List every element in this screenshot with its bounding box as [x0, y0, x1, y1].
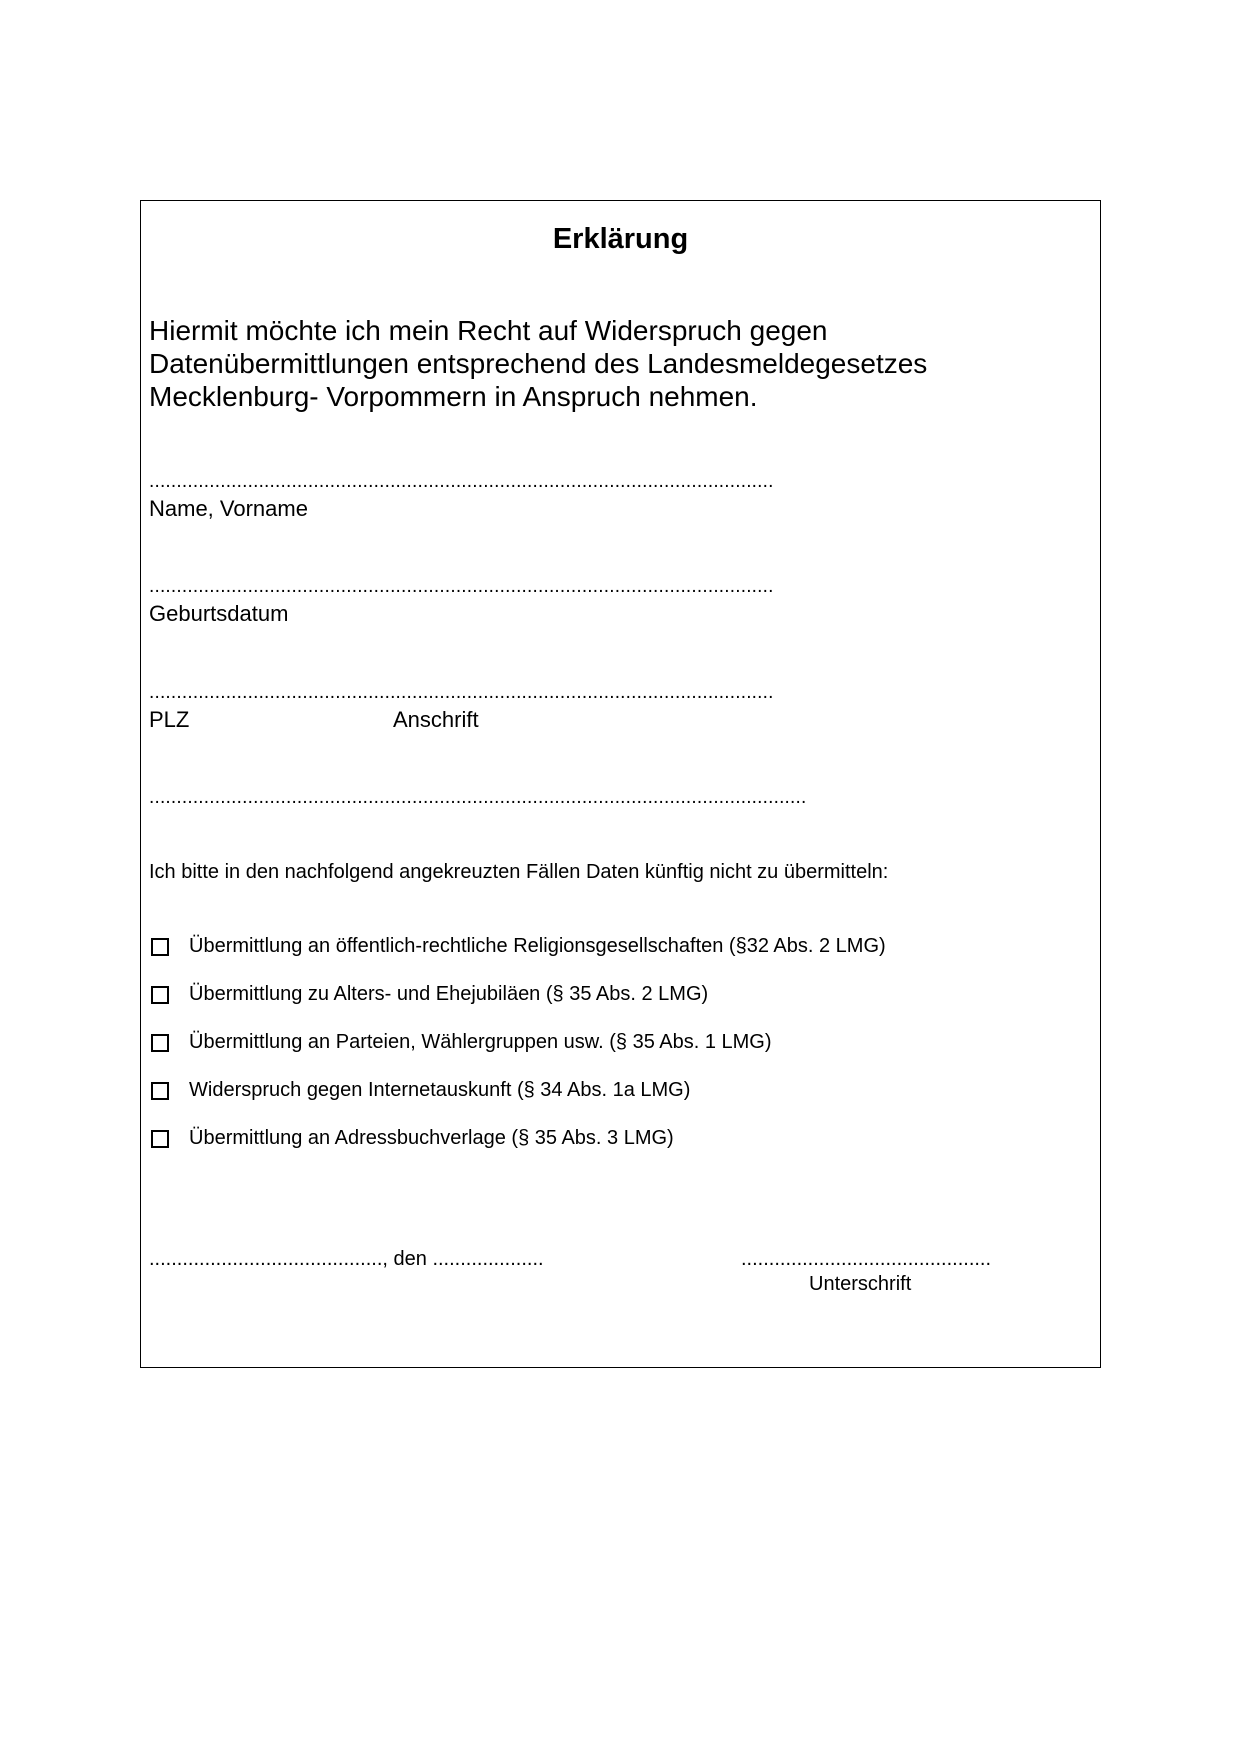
intro-text [149, 314, 1089, 413]
name-label: Name, Vorname [149, 496, 308, 521]
instruction-text: Ich bitte in den nachfolgend angekreuzten Fällen Daten künftig nicht zu übermitteln: [149, 861, 889, 883]
option-label-jubilee: Übermittlung zu Alters- und Ehejubiläen (§ 35 Abs. 2 LMG) [189, 983, 709, 1005]
checkbox-jubilee[interactable] [151, 986, 169, 1004]
address-label: Anschrift [393, 707, 479, 732]
birthdate-field-line[interactable]: .................................................................................................................. [149, 576, 774, 597]
intro-line: Mecklenburg- Vorpommern in Anspruch nehmen. [149, 381, 758, 412]
extra-field-line[interactable]: ........................................................................................................................ [149, 787, 807, 808]
intro-line: Hiermit möchte ich mein Recht auf Widerspruch gegen [149, 315, 828, 346]
den-text: , den [382, 1248, 427, 1270]
form-title: Erklärung [552, 223, 689, 255]
birthdate-label: Geburtsdatum [149, 601, 289, 626]
plz-label: PLZ [149, 707, 190, 732]
option-label-religion: Übermittlung an öffentlich-rechtliche Religionsgesellschaften (§32 Abs. 2 LMG) [189, 935, 886, 957]
address-field-line[interactable]: .................................................................................................................. [149, 682, 774, 703]
checkbox-internet[interactable] [151, 1082, 169, 1100]
checkbox-addressbook[interactable] [151, 1130, 169, 1148]
place-dots[interactable]: .......................................... [149, 1248, 383, 1270]
declaration-form [140, 200, 1101, 1368]
date-dots[interactable]: .................... [432, 1248, 544, 1270]
checkbox-parties[interactable] [151, 1034, 169, 1052]
intro-line: Datenübermittlungen entsprechend des Landesmeldegesetzes [149, 348, 928, 379]
place-date-line[interactable] [149, 1248, 544, 1271]
name-field-line[interactable]: .................................................................................................................. [149, 471, 774, 492]
option-label-parties: Übermittlung an Parteien, Wählergruppen usw. (§ 35 Abs. 1 LMG) [189, 1031, 772, 1053]
checkbox-religion[interactable] [151, 938, 169, 956]
option-label-internet: Widerspruch gegen Internetauskunft (§ 34 Abs. 1a LMG) [189, 1079, 691, 1101]
signature-label: Unterschrift [809, 1273, 912, 1295]
signature-line[interactable]: ............................................. [741, 1248, 992, 1270]
option-label-addressbook: Übermittlung an Adressbuchverlage (§ 35 Abs. 3 LMG) [189, 1127, 674, 1149]
